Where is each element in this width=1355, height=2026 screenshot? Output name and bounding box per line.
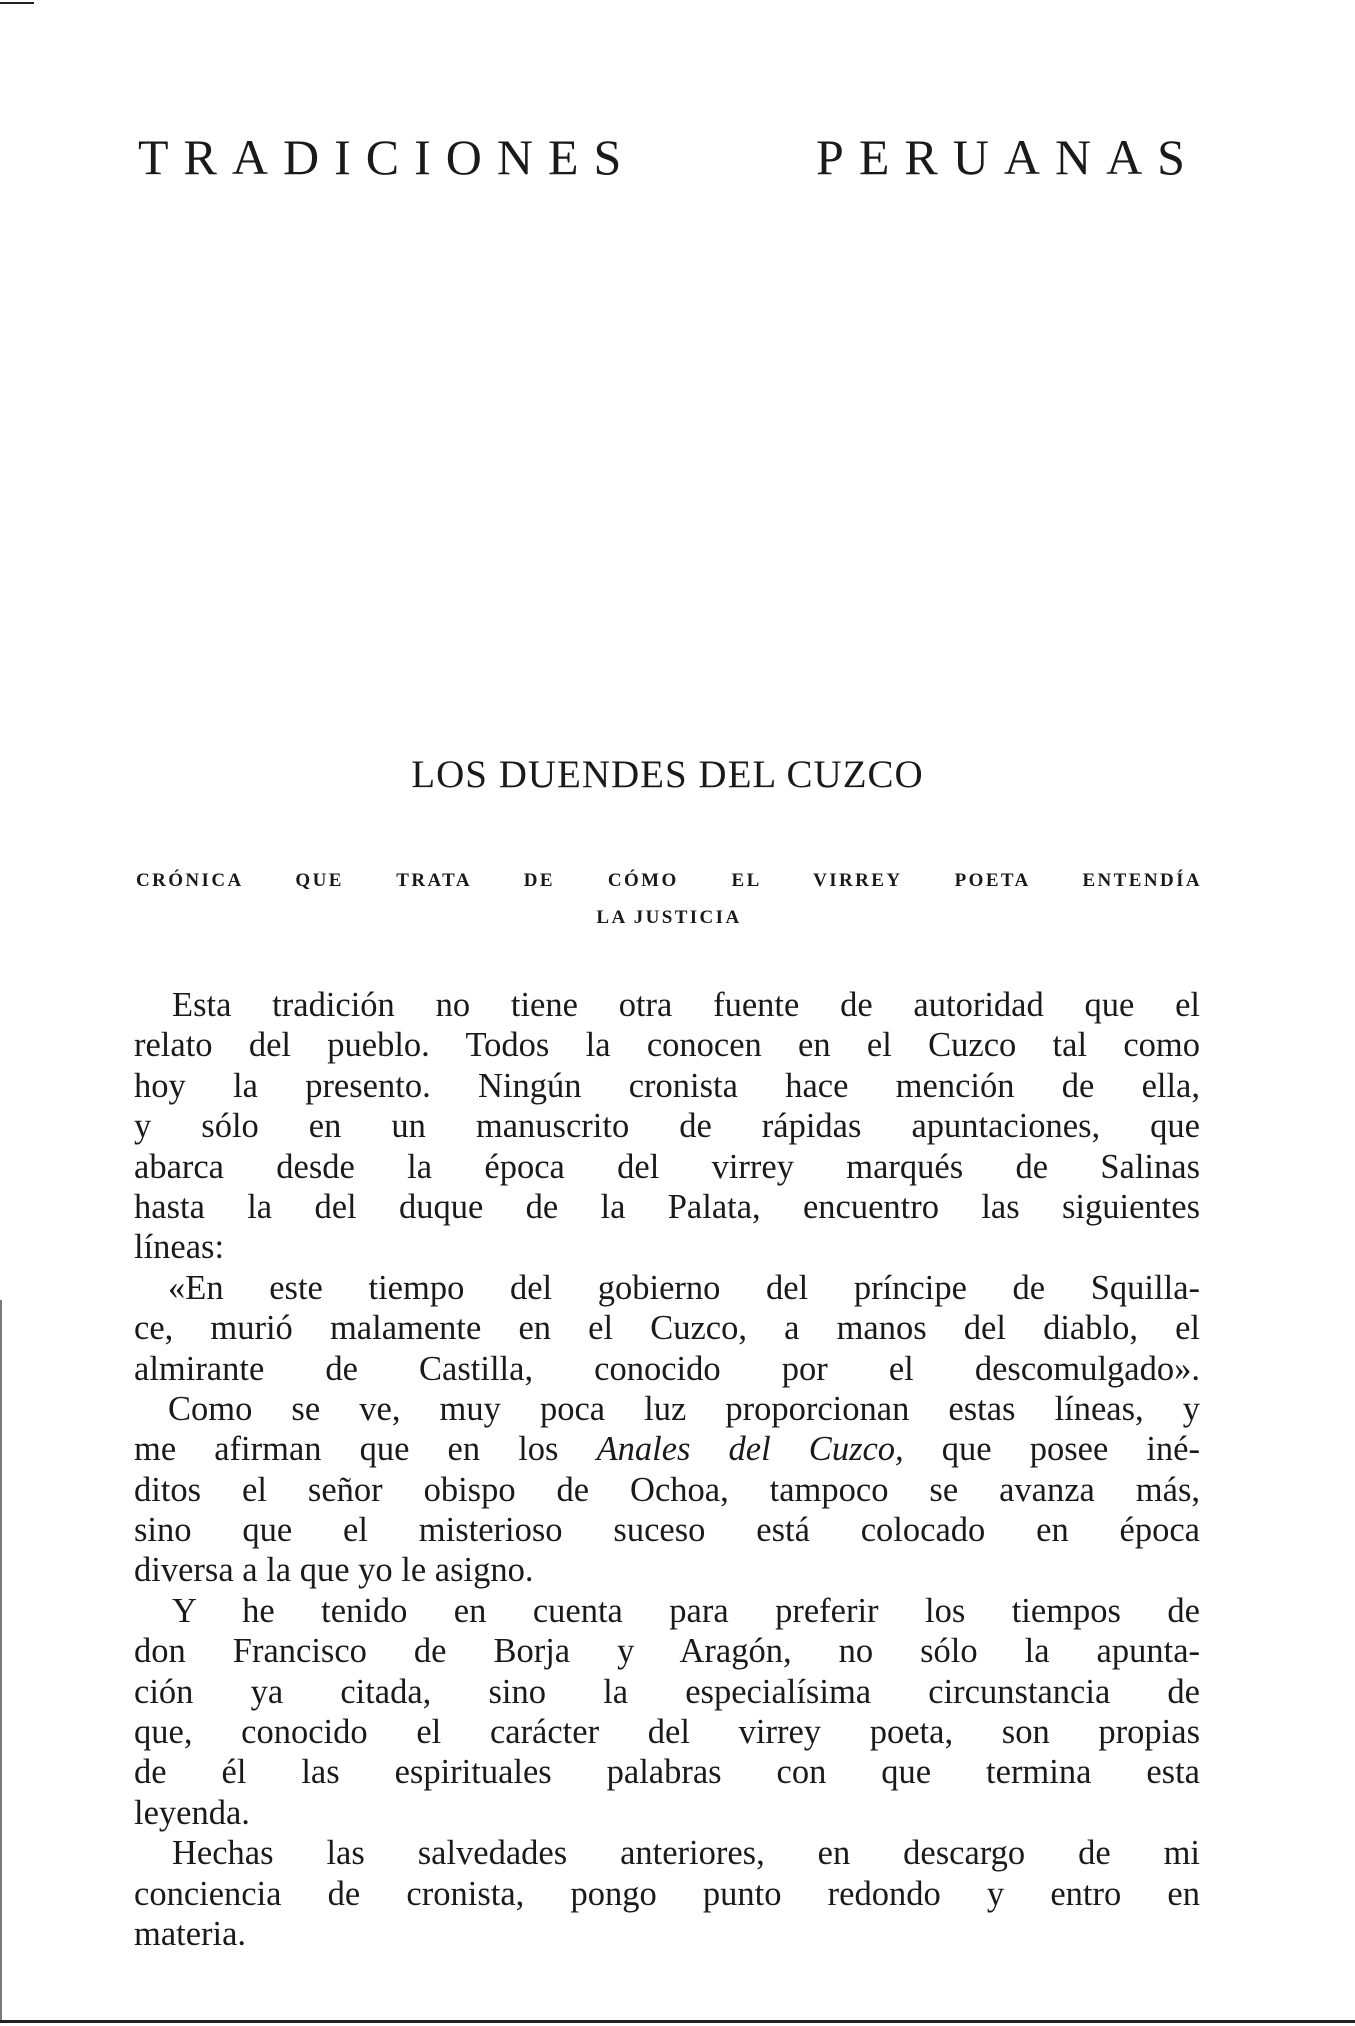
text-line: Como se ve, muy poca luz proporcionan estas líneas, y (168, 1389, 1200, 1428)
text-line: ditos el señor obispo de Ochoa, tampoco se avanza más, (134, 1470, 1200, 1509)
text-line: ce, murió malamente en el Cuzco, a manos del diablo, el (134, 1309, 1200, 1348)
text-line: Y he tenido en cuenta para preferir los tiempos de (172, 1591, 1200, 1630)
text-line: Hechas las salvedades anteriores, en descargo de mi (172, 1834, 1200, 1873)
subtitle-line: CRÓNICA QUE TRATA DE CÓMO EL VIRREY POETA ENTENDÍA (136, 870, 1202, 891)
text-line: líneas: (134, 1228, 225, 1267)
text-line: sino que el misterioso suceso está colocado en época (134, 1511, 1200, 1550)
scan-edge-top (0, 2, 34, 4)
body-text (134, 985, 1200, 1954)
chapter-title: LOS DUENDES DEL CUZCO (411, 753, 924, 796)
text-line: abarca desde la época del virrey marqués de Salinas (134, 1147, 1200, 1186)
text-line: Esta tradición no tiene otra fuente de autoridad que el (172, 986, 1200, 1024)
text-line: y sólo en un manuscrito de rápidas apuntaciones, que (134, 1107, 1200, 1146)
text-line: diversa a la que yo le asigno. (134, 1551, 534, 1590)
scan-edge-bottom (0, 2020, 1355, 2023)
text-line: materia. (134, 1914, 247, 1953)
text-line: almirante de Castilla, conocido por el descomulgado». (134, 1349, 1200, 1388)
text-line: que, conocido el carácter del virrey poeta, son propias (134, 1713, 1200, 1752)
text-run: que posee iné- (903, 1430, 1200, 1469)
text-line: ción ya citada, sino la especialísima circunstancia de (134, 1672, 1200, 1711)
text-line: «En este tiempo del gobierno del príncipe de Squilla- (168, 1268, 1200, 1307)
running-head (138, 128, 1200, 186)
text-line: leyenda. (134, 1793, 250, 1832)
book-title-italic: Anales del Cuzco, (596, 1430, 904, 1469)
text-line: relato del pueblo. Todos la conocen en el Cuzco tal como (134, 1026, 1200, 1065)
text-run: me afirman que en los (134, 1430, 597, 1469)
text-line: hasta la del duque de la Palata, encuentro las siguientes (134, 1187, 1200, 1226)
text-line: conciencia de cronista, pongo punto redondo y entro en (134, 1874, 1200, 1913)
running-head-left: TRADICIONES (138, 129, 637, 185)
text-line: de él las espirituales palabras con que termina esta (134, 1753, 1200, 1792)
text-line (134, 1429, 1200, 1469)
running-head-right: PERUANAS (816, 129, 1200, 185)
chapter-subtitle (136, 862, 1202, 936)
scan-edge-left (0, 1300, 2, 2020)
text-line: don Francisco de Borja y Aragón, no sólo la apunta- (134, 1632, 1200, 1671)
subtitle-line: LA JUSTICIA (596, 907, 742, 928)
text-line: hoy la presento. Ningún cronista hace mención de ella, (134, 1066, 1200, 1105)
